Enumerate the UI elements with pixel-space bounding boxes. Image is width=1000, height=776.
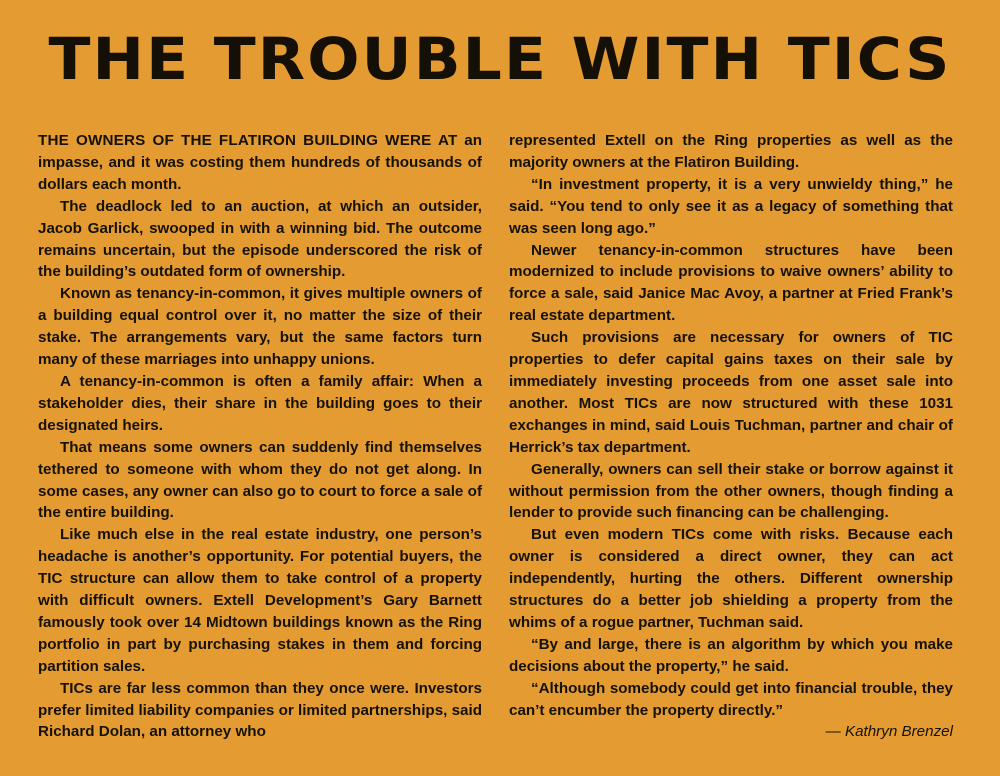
body-paragraph: The deadlock led to an auction, at which an outsider, Jacob Garlick, swooped in with a winning bid. The outcome remains uncertain, but the episode underscored the risk of the building’s outdated form of ownership.: [38, 197, 482, 281]
body-paragraph: “By and large, there is an algorithm by which you make decisions about the property,” he said.: [509, 635, 953, 675]
article-body: [38, 130, 953, 743]
left-column: [38, 130, 482, 743]
lead-caps: THE OWNERS OF THE FLATIRON BUILDING WERE AT: [38, 132, 458, 149]
body-paragraph: “In investment property, it is a very unwieldy thing,” he said. “You tend to only see it as a legacy of something that was seen long ago.”: [509, 175, 953, 237]
lead-paragraph: [38, 130, 482, 196]
body-paragraph: But even modern TICs come with risks. Because each owner is considered a direct owner, they can act independently, hurting the others. Different ownership structures do a better job shielding a property from the whims of a rogue partner, Tuchman said.: [509, 526, 953, 631]
body-paragraph: Such provisions are necessary for owners of TIC properties to defer capital gains taxes on their sale by immediately investing proceeds from one asset sale into another. Most TICs are now structured with these 1031 exchanges in mind, said Louis Tuchman, partner and chair of Herrick’s tax department.: [509, 329, 953, 456]
body-paragraph: That means some owners can suddenly find themselves tethered to someone with whom they do not get along. In some cases, any owner can also go to court to force a sale of the entire building.: [38, 438, 482, 522]
body-paragraph: Like much else in the real estate industry, one person’s headache is another’s opportunity. For potential buyers, the TIC structure can allow them to take control of a property with difficult owners. Extell Development’s Gary Barnett famously took over 14 Midtown buildings known as the Ring portfolio in part by purchasing stakes in them and forcing partition sales.: [38, 526, 482, 675]
body-paragraph: A tenancy-in-common is often a family affair: When a stakeholder dies, their share in the building goes to their designated heirs.: [38, 372, 482, 434]
body-paragraph: TICs are far less common than they once were. Investors prefer limited liability companies or limited partnerships, said Richard Dolan, an attorney who: [38, 679, 482, 741]
headline: THE TROUBLE WITH TICS: [48, 25, 952, 93]
body-paragraph: Generally, owners can sell their stake or borrow against it without permission from the other owners, though finding a lender to provide such financing can be challenging.: [509, 460, 953, 522]
body-paragraph: Known as tenancy-in-common, it gives multiple owners of a building equal control over it, no matter the size of their stake. The arrangements vary, but the same factors turn many of these marriages into unhappy unions.: [38, 285, 482, 369]
lead-text: an impasse, and it was costing them hundreds of thousands of dollars each month.: [38, 132, 482, 193]
body-paragraph: Newer tenancy-in-common structures have been modernized to include provisions to waive owners’ ability to force a sale, said Janice Mac Avoy, a partner at Fried Frank’s real estate department.: [509, 241, 953, 325]
continued-paragraph: represented Extell on the Ring properties as well as the majority owners at the Flatiron Building.: [509, 132, 953, 171]
byline: — Kathryn Brenzel: [825, 723, 953, 741]
right-column: [509, 130, 953, 743]
body-paragraph: “Although somebody could get into financial trouble, they can’t encumber the property directly.”: [509, 679, 953, 719]
